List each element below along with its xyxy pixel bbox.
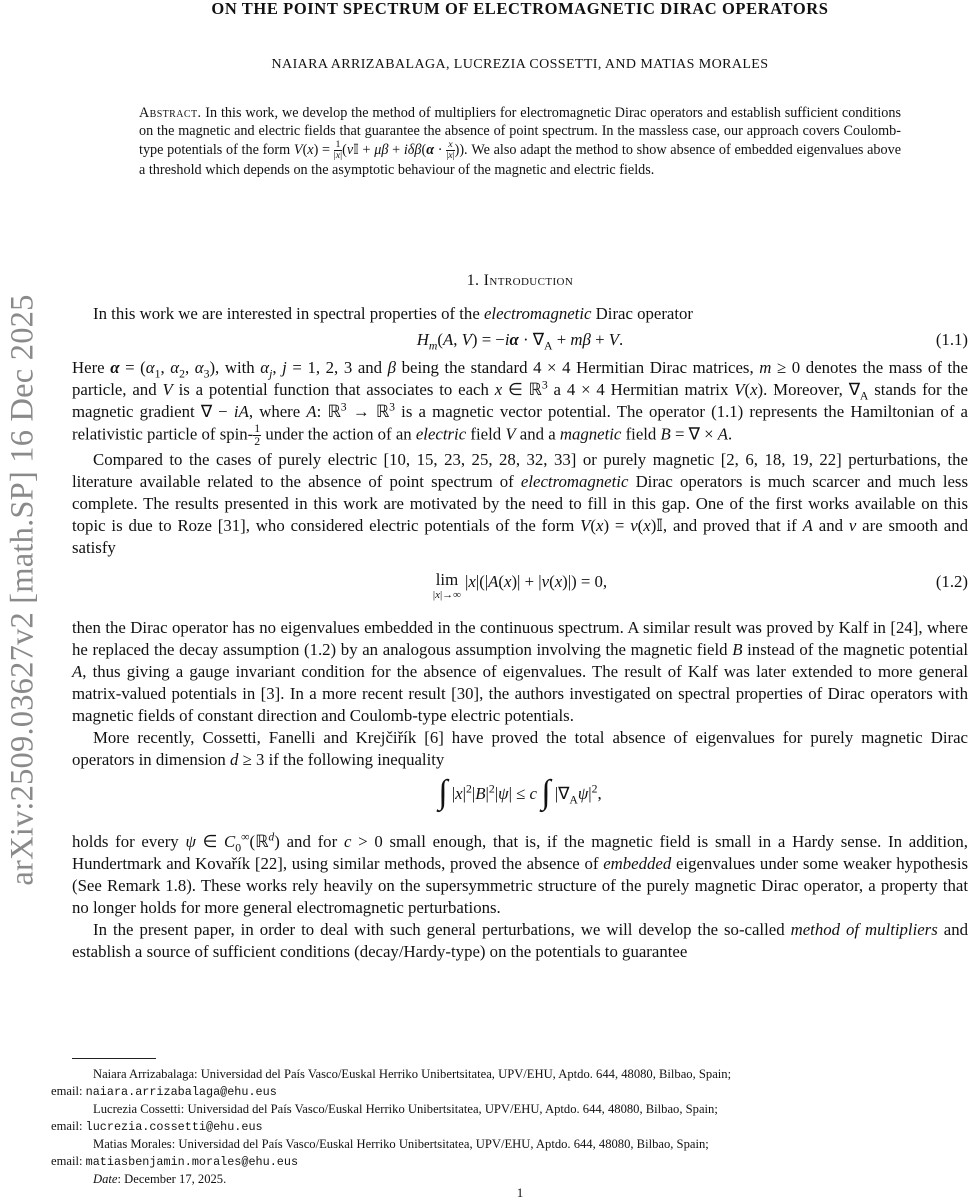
page-number: 1 bbox=[516, 1185, 524, 1200]
hardy-inequality: ∫ $|x|^2|B|^2|\psi| \le c$ ∫ $|\nabla_A\psi|^2$, bbox=[438, 773, 602, 811]
paper-authors: NAIARA ARRIZABALAGA, LUCREZIA COSSETTI, AND MATIAS MORALES bbox=[271, 57, 769, 72]
abstract-label: Abstract. bbox=[139, 105, 202, 121]
email-link[interactable]: lucrezia.cossetti@ehu.eus bbox=[85, 1119, 263, 1134]
footnote-author-1: Naiara Arrizabalaga: Universidad del País Vasco/Euskal Herriko Unibertsitatea, UPV/EHU, Aptdo. 644, 48080, Bilbao, Spain; email: naiara.arrizabalaga@ehu.eus bbox=[51, 1067, 732, 1099]
equation-1-1: $H_m(A$, $V) = -i\alpha \cdot \nabla_A + m\beta + V$. (1.1) bbox=[416, 330, 968, 353]
paper-title: ON THE POINT SPECTRUM OF ELECTROMAGNETIC DIRAC OPERATORS bbox=[211, 0, 829, 18]
equation-number: (1.1) bbox=[935, 330, 968, 349]
section-heading: 1. Introduction bbox=[466, 272, 574, 289]
footnote-date: Date: December 17, 2025. bbox=[93, 1172, 227, 1186]
email-link[interactable]: naiara.arrizabalaga@ehu.eus bbox=[85, 1084, 277, 1099]
footnotes bbox=[51, 1066, 968, 1189]
section-title: Introduction bbox=[483, 272, 574, 289]
arxiv-side-identifier bbox=[2, 250, 44, 930]
paragraph-5: More recently, Cossetti, Fanelli and Krejčiřík [6] have proved the total absence of eigenvalues for purely magnetic Dirac operators in dimension d ≥ 3 if the following inequality bbox=[72, 727, 968, 769]
equation-number: (1.2) bbox=[935, 571, 968, 591]
paragraph-6: holds for every ψ ∈ $C_0^\infty(ℝ^d)$ and for c > 0 small enough, that is, if the magnetic field is small in a Hardy sense. In addition, Hundertmark and Kovařík [22], using similar methods, proved the absence of embedded eigenvalues under some weaker hypothesis (See Remark 1.8). These works rely heavily on the supersymmetric structure of the purely magnetic Dirac operator, a property that no longer holds for more general electromagnetic perturbations. bbox=[72, 830, 969, 917]
arxiv-id-text: arXiv:2509.03627v2 [math.SP] 16 Dec 2025 bbox=[4, 294, 41, 886]
abstract-text-1: In this work, we develop the method of multipliers for electromagnetic Dirac operators and establish sufficient conditions on the magnetic and electric fields that guarantee the absence of point spectrum. In the massless case, our approach covers Coulomb-type potentials of the form bbox=[139, 105, 902, 159]
paragraph-7: In the present paper, in order to deal with such general perturbations, we will develop the so-called method of multipliers and establish a source of sufficient conditions (decay/Hardy-type) on the potentials to guarantee bbox=[72, 919, 968, 961]
footnote-author-2: Lucrezia Cossetti: Universidad del País Vasco/Euskal Herriko Unibertsitatea, UPV/EHU, Aptdo. 644, 48080, Bilbao, Spain; email: lucrezia.cossetti@ehu.eus bbox=[51, 1102, 718, 1134]
footnote-author-3: Matias Morales: Universidad del País Vasco/Euskal Herriko Unibertsitatea, UPV/EHU, Aptdo. 644, 48080, Bilbao, Spain; email: matiasbenjamin.morales@ehu.eus bbox=[51, 1137, 709, 1169]
main-text bbox=[72, 303, 968, 963]
equation-1-2: lim |x|→∞ |x|(|A(x)| + |v(x)|) = 0, (1.2) bbox=[432, 569, 968, 602]
paragraph-2: Here $\alpha = (\alpha_1$, $\alpha_2$, $\alpha_3$), with $\alpha_j$, j = 1, 2, 3 and β being the standard 4 × 4 Hermitian Dirac matrices, m ≥ 0 denotes the mass of the particle, and V is a potential function that associates to each x ∈ ℝ$^3$ a 4 × 4 Hermitian matrix V(x). Moreover, $\nabla_A$ stands for the magnetic gradient ∇ − iA, where A: ℝ$^3$ → ℝ$^3$ is a magnetic vector potential. The operator (1.1) represents the Hamiltonian of a relativistic particle of spin- $\frac{1}{2}$ under the action of an electric field V and a magnetic field B = ∇ × A. bbox=[72, 358, 969, 449]
footnote-rule bbox=[72, 1058, 156, 1059]
paragraph-1: In this work we are interested in spectral properties of the electromagnetic Dirac operator bbox=[93, 304, 694, 323]
email-link[interactable]: matiasbenjamin.morales@ehu.eus bbox=[85, 1154, 299, 1169]
paragraph-4: then the Dirac operator has no eigenvalues embedded in the continuous spectrum. A similar result was proved by Kalf in [24], where he replaced the decay assumption (1.2) by an analogous assumption involving the magnetic field B instead of the magnetic potential A, thus giving a gauge invariant condition for the absence of eigenvalues. The result of Kalf was later extended to more general matrix-valued potentials in [3]. In a more recent result [30], the authors investigated on spectral properties of Dirac operators with magnetic fields of constant direction and Coulomb-type electric potentials. bbox=[72, 617, 968, 725]
paragraph-3: Compared to the cases of purely electric [10, 15, 23, 25, 28, 32, 33] or purely magnetic [2, 6, 18, 19, 22] perturbations, the literature available related to the absence of point spectrum of electromagnetic Dirac operators is much scarcer and much less complete. The results presented in this work are motivated by the need to fill in this gap. One of the first works available on this topic is due to Roze [31], who considered electric potentials of the form V(x) = v(x)𝕀, and proved that if A and v are smooth and satisfy bbox=[72, 449, 969, 557]
abstract-text-2: We also adapt the method to show absence of embedded eigenvalues above a threshold which depends on the asymptotic behaviour of the magnetic and electric fields. bbox=[139, 142, 902, 178]
abstract: Abstract. In this work, we develop the method of multipliers for electromagnetic Dirac operators and establish sufficient conditions on the magnetic and electric fields that guarantee the absence of point spectrum. In the massless case, our approach covers Coulomb-type potentials of the form V(x) = $\frac{1}{|x|}$ (ν𝕀 + μβ + iδβ(α · $\frac{x}{|x|}$ )). We also adapt the method to show absence of embedded eigenvalues above a threshold which depends on the asymptotic behaviour of the magnetic and electric fields. bbox=[139, 105, 902, 178]
